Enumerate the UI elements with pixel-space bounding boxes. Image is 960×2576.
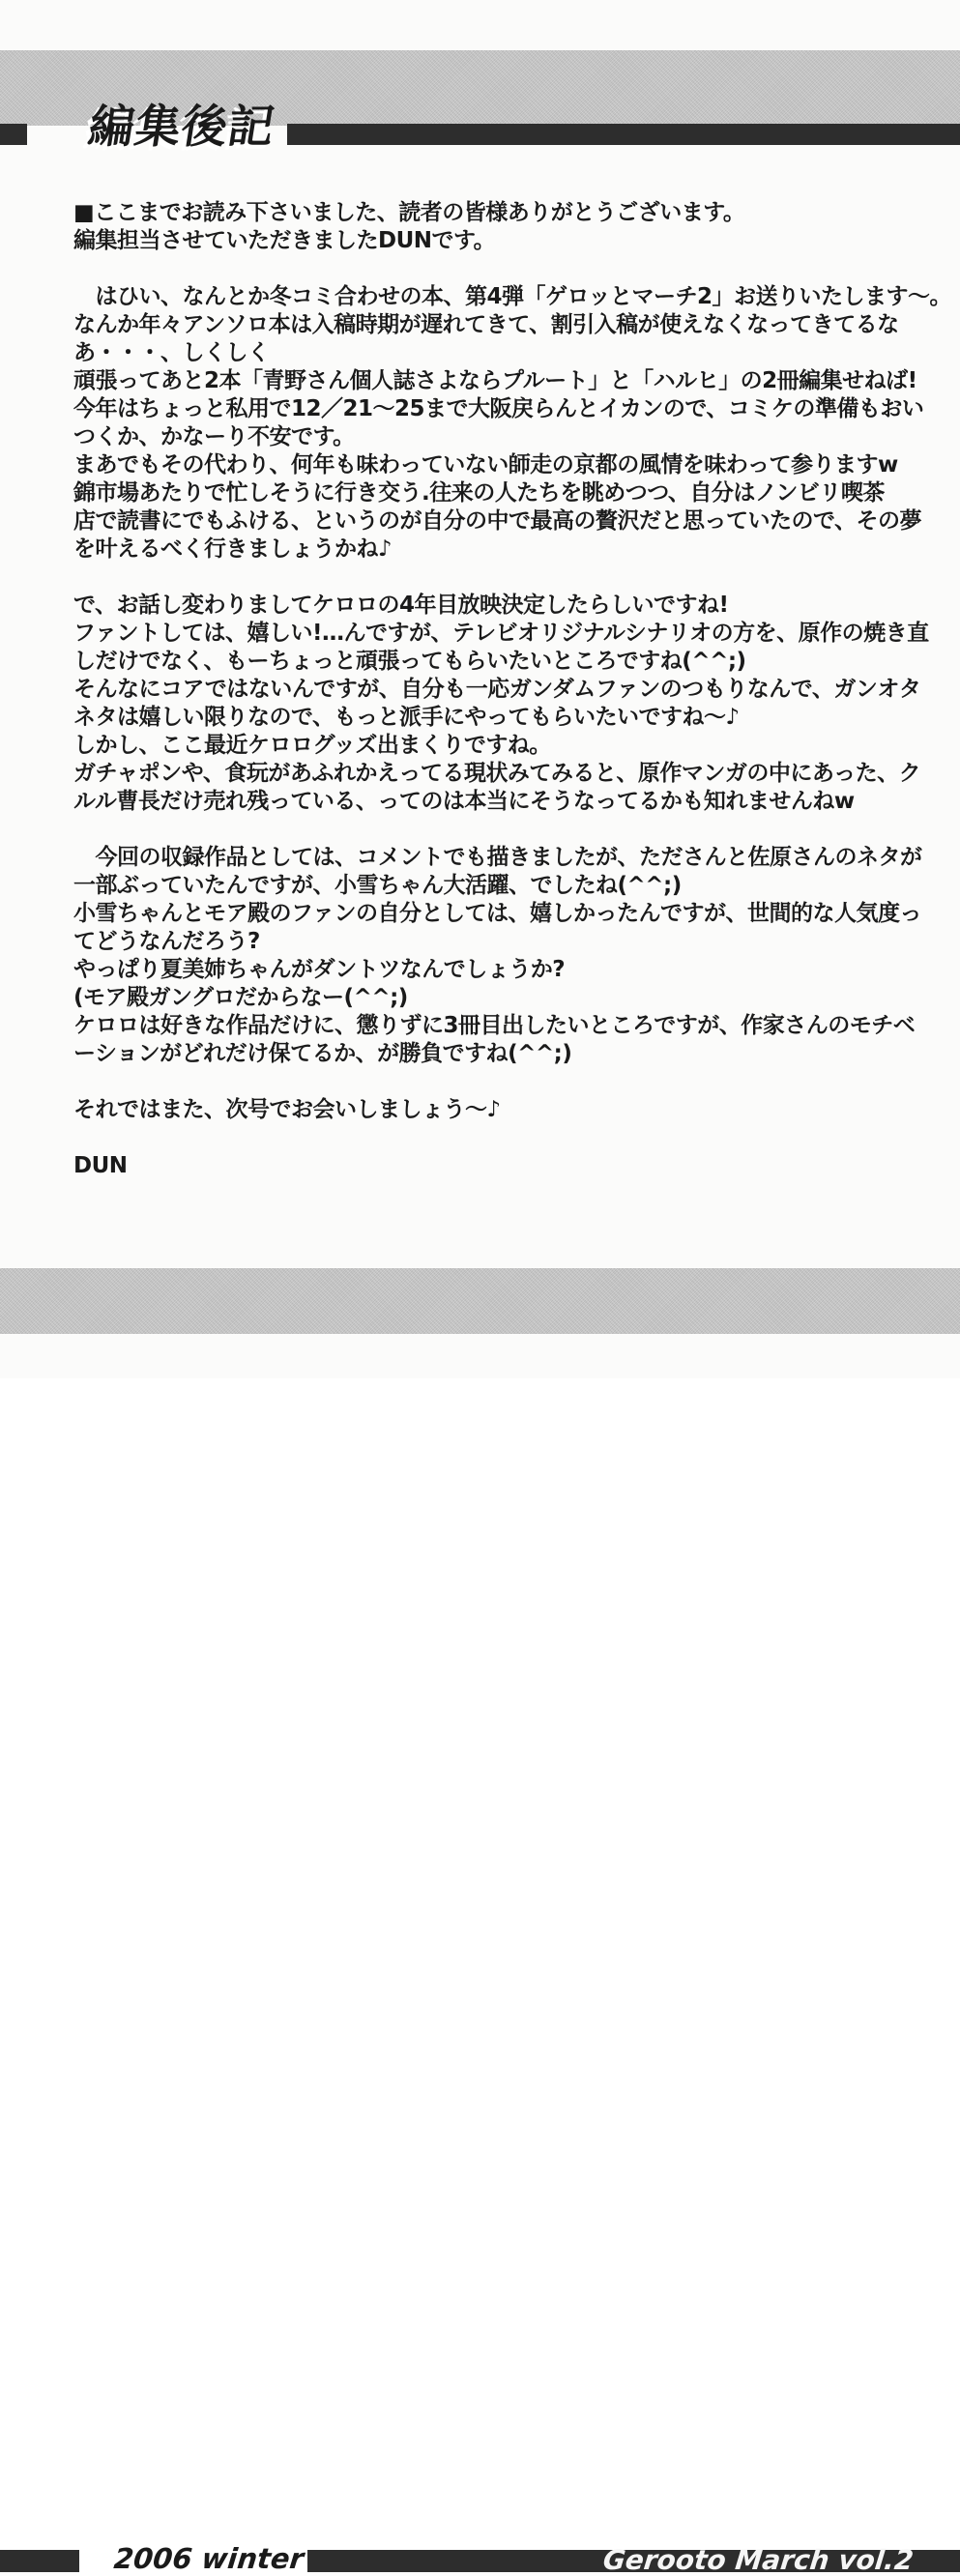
text-line: ケロロは好きな作品だけに、懲りずに3冊目出したいところですが、作家さんのモチベ [73, 1013, 916, 1038]
page-title: 編集後記 [84, 101, 279, 154]
text-line: ガチャポンや、食玩があふれかえってる現状みてみると、原作マンガの中にあった、ク [73, 761, 921, 786]
afterword-text [73, 199, 952, 1180]
text-line: てどうなんだろう? [73, 929, 260, 954]
text-line: しだけでなく、もーちょっと頑張ってもらいたいところですね(^^;) [73, 649, 746, 674]
header-band [0, 50, 960, 154]
text-line: (モア殿ガングロだからなー(^^;) [73, 985, 408, 1010]
text-line [73, 1068, 916, 1096]
text-line: ■ここまでお読み下さいました、読者の皆様ありがとうございます。 [73, 200, 745, 225]
text-line: で、お話し変わりましてケロロの4年目放映決定したらしいですね! [73, 593, 729, 618]
text-line: ファントしては、嬉しい!…んですが、テレビオリジナルシナリオの方を、原作の焼き直 [73, 621, 929, 646]
text-line: 小雪ちゃんとモア殿のファンの自分としては、嬉しかったんですが、世間的な人気度っ [73, 901, 922, 926]
text-line: 一部ぶっていたんですが、小雪ちゃん大活躍、でしたね(^^;) [73, 873, 682, 898]
text-line: なんか年々アンソロ本は入稿時期が遅れてきて、割引入稿が使えなくなってきてるな [73, 312, 899, 337]
text-line: を叶えるべく行きましょうかね♪ [73, 536, 393, 562]
text-line: ーションがどれだけ保てるか、が勝負ですね(^^;) [73, 1041, 572, 1066]
text-line: 編集担当させていただきましたDUNです。 [73, 228, 496, 253]
footer-volume-label: Gerooto March vol.2 [601, 2544, 916, 2576]
text-line: つくか、かなーり不安です。 [73, 424, 355, 449]
footer-year-label: 2006 winter [112, 2542, 305, 2575]
footer-stripe-left [0, 2550, 79, 2572]
text-line: ネタは嬉しい限りなので、もっと派手にやってもらいたいですね～♪ [73, 705, 740, 730]
text-line: あ・・・、しくしく [73, 340, 270, 365]
text-line: 今回の収録作品としては、コメントでも描きましたが、たださんと佐原さんのネタが [73, 845, 922, 870]
text-line: はひい、なんとか冬コミ合わせの本、第4弾「ゲロッとマーチ2」お送りいたします～。 [73, 284, 952, 309]
text-line [73, 564, 916, 592]
text-line: まあでもその代わり、何年も味わっていない師走の京都の風情を味わって参りますw [73, 452, 898, 478]
text-line: しかし、ここ最近ケロログッズ出まくりですね。 [73, 733, 551, 758]
text-line: 頑張ってあと2本「青野さん個人誌さよならプルート」と「ハルヒ」の2冊編集せねば! [73, 368, 917, 393]
text-line: DUN [73, 1153, 128, 1178]
text-line: そんなにコアではないんですが、自分も一応ガンダムファンのつもりなんで、ガンオタ [73, 677, 921, 702]
text-line: 錦市場あたりで忙しそうに行き交う.往来の人たちを眺めつつ、自分はノンビリ喫茶 [73, 480, 885, 506]
text-line [73, 816, 916, 844]
text-line: ルル曹長だけ売れ残っている、ってのは本当にそうなってるかも知れませんねw [73, 789, 855, 814]
header-stripe-right [287, 124, 960, 145]
text-line: 今年はちょっと私用で12／21～25まで大阪戻らんとイカンので、コミケの準備もおい [73, 396, 924, 421]
text-line [73, 1124, 916, 1152]
header-stripe-left [0, 124, 27, 145]
text-line: 店で読書にでもふける、というのが自分の中で最高の贅沢だと思っていたので、その夢 [73, 508, 922, 534]
footer-band [0, 1268, 960, 2576]
text-line [73, 255, 916, 283]
text-line: やっぱり夏美姉ちゃんがダントツなんでしょうか? [73, 957, 566, 982]
text-line: それではまた、次号でお会いしましょう～♪ [73, 1097, 501, 1122]
